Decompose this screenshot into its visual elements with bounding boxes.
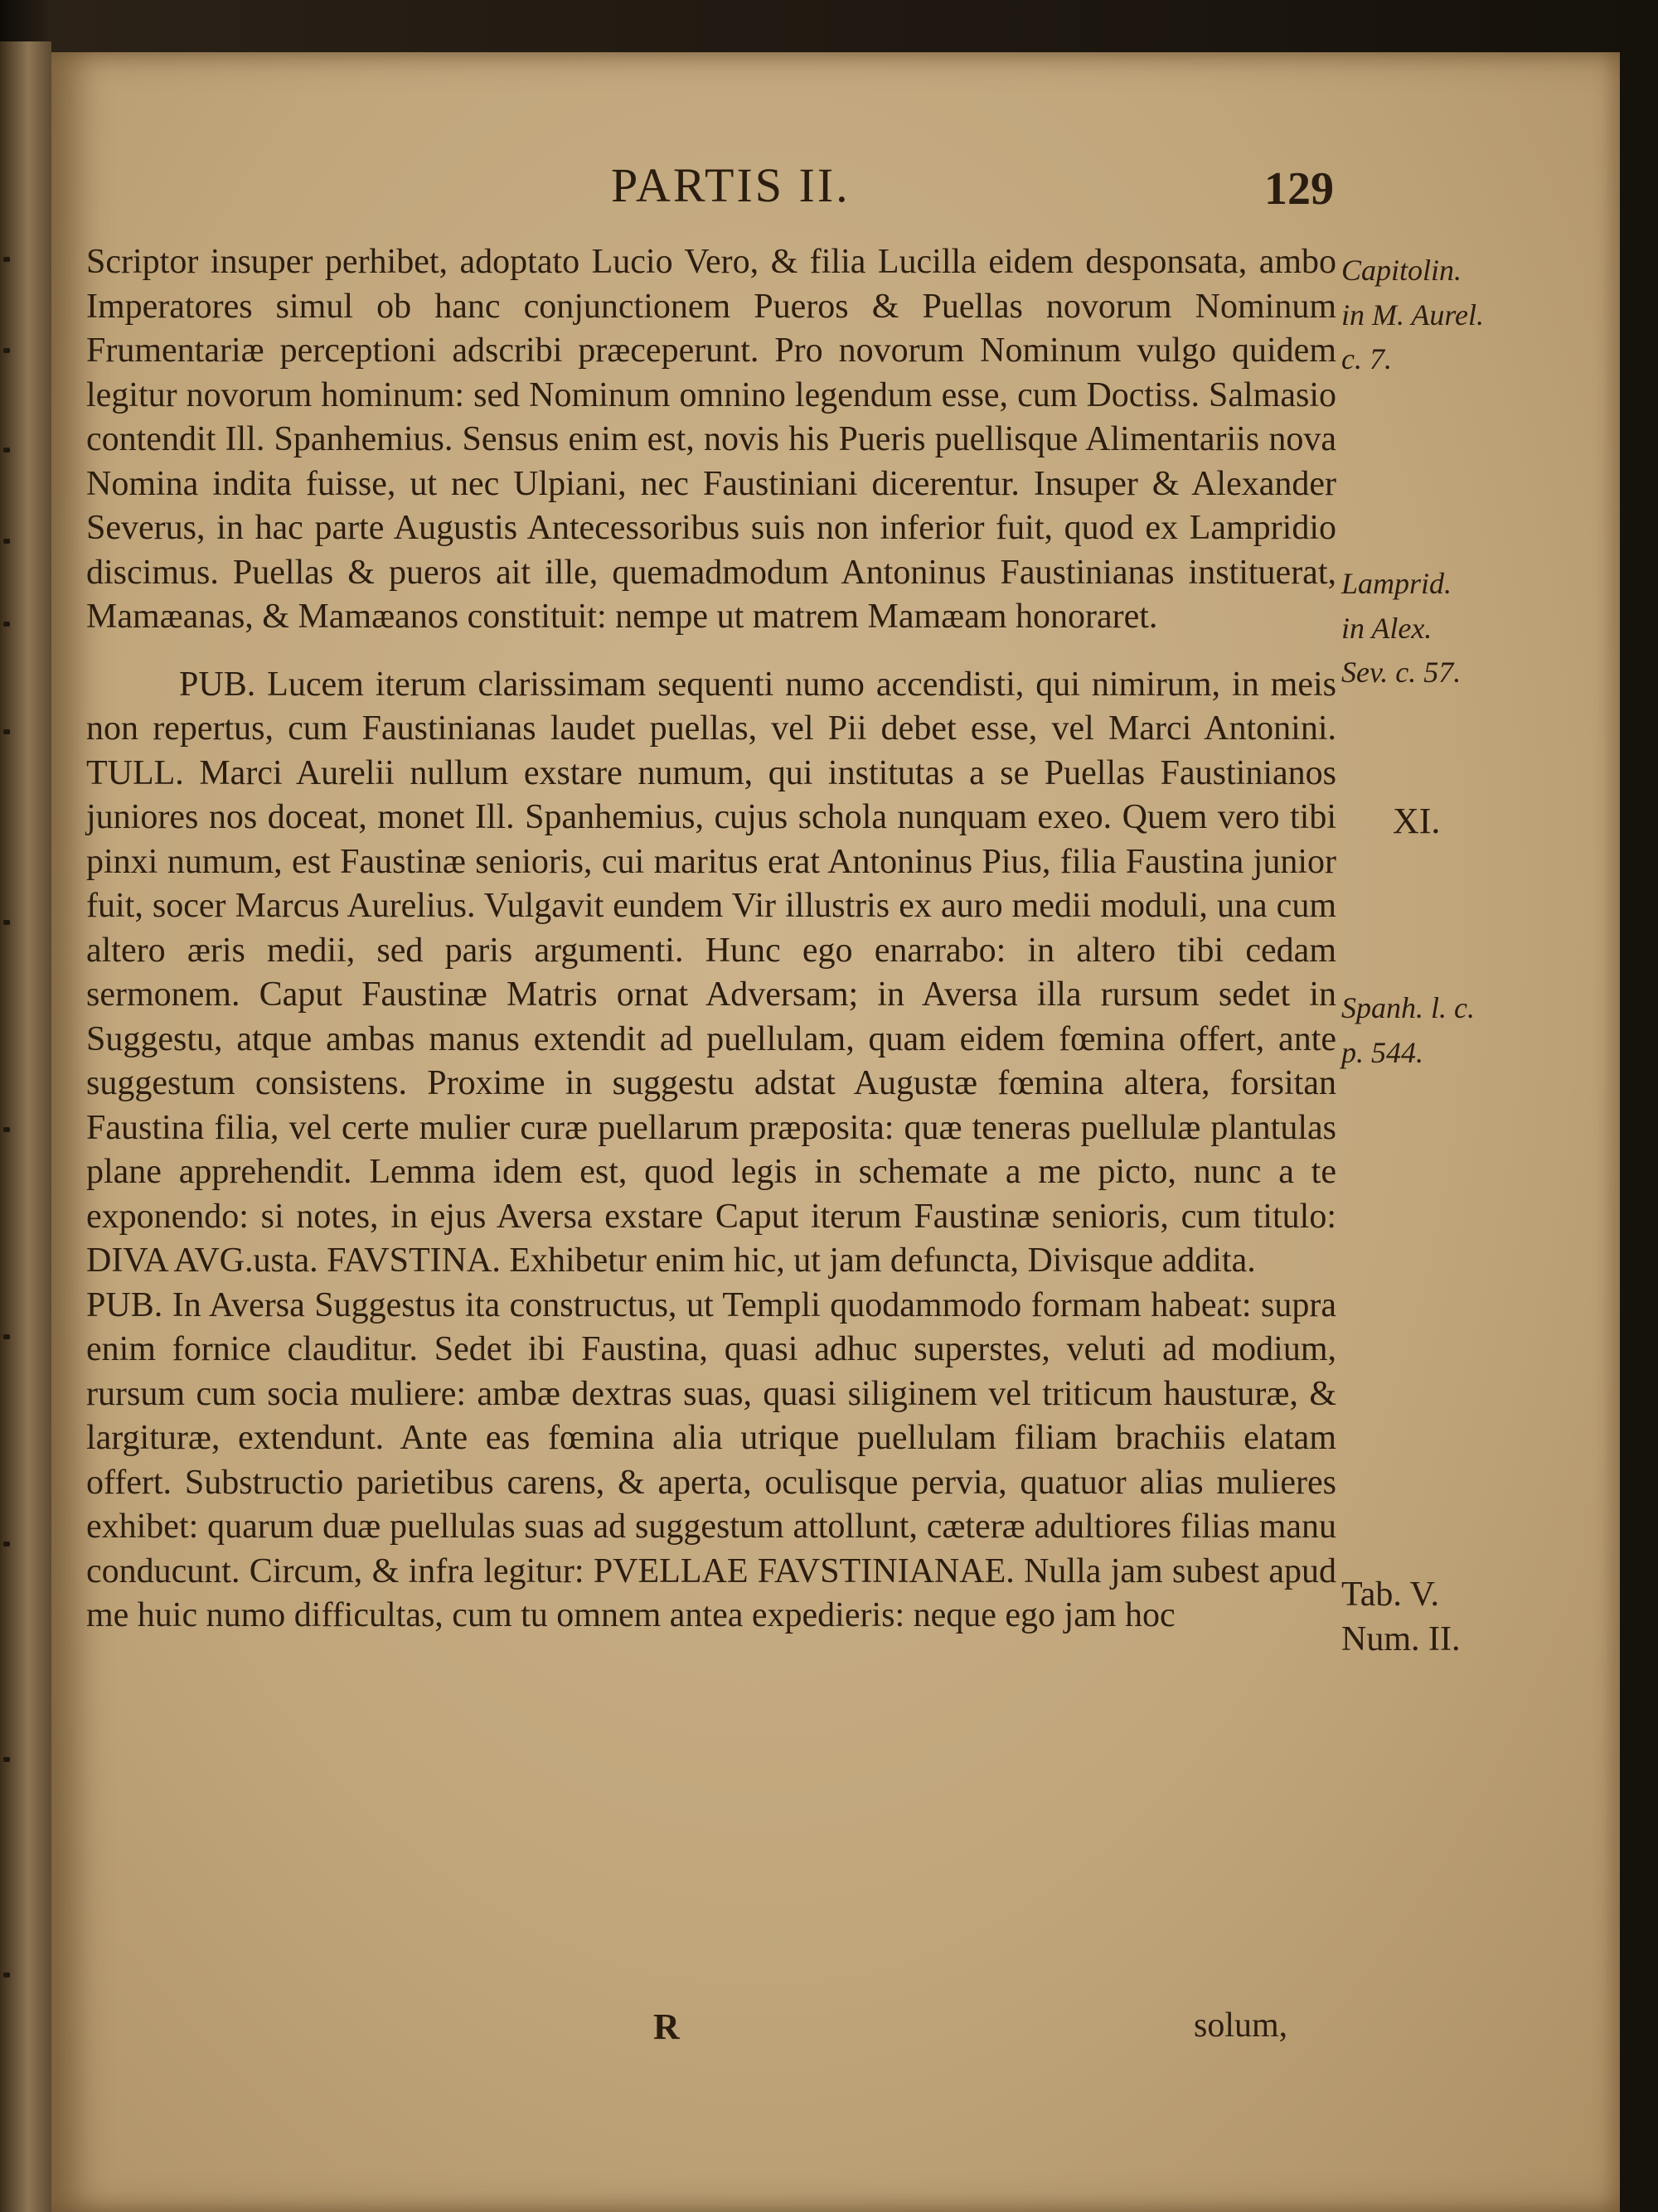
section-number: XI. xyxy=(1393,801,1441,841)
facing-page-mark xyxy=(3,729,10,734)
paragraph-2: PUB. Lucem iterum clarissimam sequenti numo accendisti, qui nimirum, in meis non repertus, cum Faustinianas laudet puellas, vel Pii debet esse, vel Marci Antonini. TULL. Marci Aurelii nullum exstare numum, qui institutas a se Puellas Faustinianos juniores nos doceat, monet Ill. Spanhemius, cujus schola nunquam exeo. Quem vero tibi pinxi numum, est Faustinæ senioris, cui maritus erat Antoninus Pius, filia Faustina junior fuit, socer Marcus Aurelius. Vulgavit eundem Vir illustris ex auro medii moduli, una cum altero æris medii, sed paris argumenti. Hunc ego enarrabo: in altero tibi cedam sermonem. Caput Faustinæ Matris ornat Adversam; in Aversa illa rursum sedet in Suggestu, atque ambas manus extendit ad puellulam, quam eidem fœmina offert, ante suggestum consistens. Proxime in suggestu adstat Augustæ fœmina altera, forsitan Faustina filia, vel certe mulier curæ puellarum præposita: quæ teneras puellulæ plantulas plane apprehendit. Lemma idem est, quod legis in schemate a me picto, nunc a te exponendo: si notes, in ejus Aversa exstare Caput iterum Faustinæ senioris, cum titulo: DIVA AVG.usta. FAVSTINA. Exhibetur enim hic, ut jam defuncta, Divisque addita. xyxy=(86,665,1336,1280)
facing-page-mark xyxy=(3,622,10,627)
margin-note-spanhemius xyxy=(1341,986,1507,1075)
margin-note-line: Lamprid. xyxy=(1341,567,1452,600)
main-text-block xyxy=(86,240,1336,1638)
margin-note-line: in Alex. xyxy=(1341,611,1433,645)
catchword: solum, xyxy=(1194,2006,1288,2045)
margin-note-capitolinus xyxy=(1341,249,1507,382)
margin-note-line: Sev. c. 57. xyxy=(1341,656,1462,689)
margin-note-line: Capitolin. xyxy=(1341,254,1462,287)
paragraph-1: Scriptor insuper perhibet, adoptato Lucio Vero, & filia Lucilla eidem desponsata, ambo Imperatores simul ob hanc conjunctionem Pueros & Puellas novorum Nominum Frumentariæ perceptioni adscribi præceperunt. Pro novorum Nominum vulgo quidem legitur novorum hominum: sed Nominum omnino legendum esse, cum Doctiss. Salmasio contendit Ill. Spanhemius. Sensus enim est, novis his Pueris puellisque Alimentariis nova Nomina indita fuisse, ut nec Ulpiani, nec Faustiniani dicerentur. Insuper & Alexander Severus, in hac parte Augustis Antecessoribus suis non inferior fuit, quod ex Lampridio discimus. Puellas & pueros ait ille, quemadmodum Antoninus Faustinianas instituerat, Mamæanas, & Mamæanos constituit: nempe ut matrem Mamæam honoraret. xyxy=(86,243,1336,636)
page-number: 129 xyxy=(1264,163,1334,215)
facing-page-mark xyxy=(3,448,10,453)
signature-mark: R xyxy=(653,2006,680,2047)
facing-page-mark xyxy=(3,1127,10,1132)
margin-note-line: Tab. V. xyxy=(1341,1576,1440,1614)
margin-note-line: in M. Aurel. xyxy=(1341,298,1484,332)
facing-page-mark xyxy=(3,920,10,925)
margin-note-line: Num. II. xyxy=(1341,1619,1461,1658)
facing-page-edge xyxy=(0,41,51,2212)
margin-note-line: p. 544. xyxy=(1341,1035,1423,1069)
facing-page-mark xyxy=(3,1972,10,1977)
facing-page-mark xyxy=(3,348,10,353)
facing-page-mark xyxy=(3,1334,10,1339)
paragraph-3: PUB. In Aversa Suggestus ita constructus, ut Templi quodammodo formam habeat: supra enim fornice clauditur. Sedet ibi Faustina, quasi adhuc superstes, veluti ad modium, rursum cum socia muliere: ambæ dextras suas, quasi siliginem vel triticum hausturæ, & largituræ, extendunt. Ante eas fœmina alia utrique puellulam filiam brachiis elatam offert. Substructio parietibus carens, & aperta, oculisque pervia, quatuor alias mulieres exhibet: quarum duæ puellulas suas ad suggestum attollunt, cæteræ adultiores filias manu conducunt. Circum, & infra legitur: PVELLAE FAVSTINIANAE. Nulla jam subest apud me huic numo difficultas, cum tu omnem antea expedieris: neque ego jam hoc xyxy=(86,1285,1336,1634)
facing-page-mark xyxy=(3,1542,10,1546)
facing-page-mark xyxy=(3,257,10,262)
margin-note-plate xyxy=(1341,1573,1482,1662)
running-title: PARTIS II. xyxy=(611,158,851,212)
facing-page-mark xyxy=(3,1757,10,1762)
margin-note-lampridius xyxy=(1341,562,1507,695)
margin-note-line: c. 7. xyxy=(1341,342,1392,375)
margin-note-line: Spanh. l. c. xyxy=(1341,991,1475,1024)
facing-page-mark xyxy=(3,539,10,544)
